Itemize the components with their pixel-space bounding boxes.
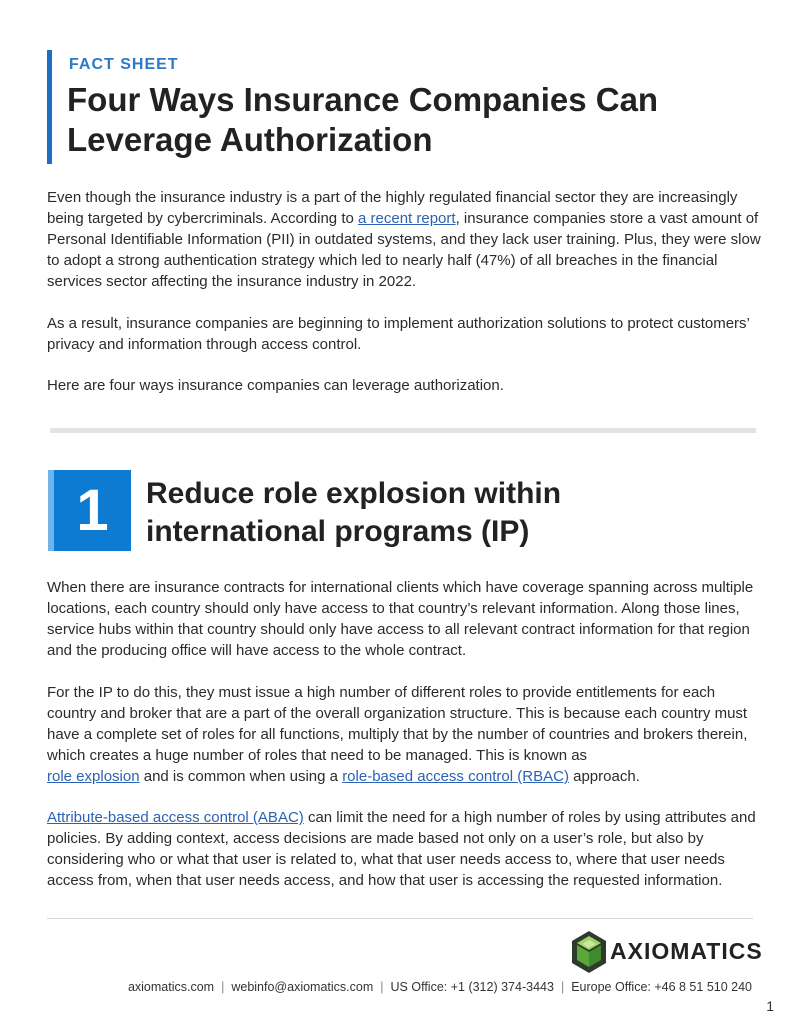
footer-europe-office: Europe Office: +46 8 51 510 240	[571, 980, 752, 994]
logo-wordmark: AXIOMATICS	[610, 938, 763, 964]
abac-link[interactable]: Attribute-based access control (ABAC)	[47, 809, 304, 826]
page-title-line-2: Leverage Authorization	[67, 121, 433, 158]
footer-divider	[47, 918, 753, 919]
section-title-line-2: international programs (IP)	[146, 515, 530, 548]
footer-separator: |	[560, 980, 565, 994]
footer-email[interactable]: webinfo@axiomatics.com	[231, 980, 374, 994]
fact-sheet-header	[47, 50, 747, 164]
section-paragraph-3	[47, 807, 762, 891]
footer-separator: |	[221, 980, 225, 994]
intro-text-b: , insurance companies store a vast amount of Personal Identifiable Information (PII) in outdated systems, and they lack user training. Plus, they were slow to adopt a strong authentication strategy which led to nearly half (47%) of all breaches in the financial services sector affecting the insurance industry in 2022.	[47, 210, 761, 290]
footer-separator: |	[380, 980, 384, 994]
section-title-line-1: Reduce role explosion within	[146, 477, 562, 510]
page-number: 1	[766, 998, 774, 1014]
axiomatics-logo-icon	[571, 930, 607, 974]
axiomatics-logo	[571, 930, 763, 974]
header-accent-bar	[47, 50, 52, 164]
section-p2-text-c: approach.	[568, 768, 640, 785]
intro-text-a: Even though the insurance industry is a part of the highly regulated financial sector they are increasingly being targeted by cybercriminals. According to	[47, 189, 738, 227]
intro-paragraph-1	[47, 187, 762, 292]
section-number-badge	[48, 470, 131, 551]
section-title	[146, 475, 561, 551]
section-paragraph-2	[47, 682, 762, 787]
footer-website[interactable]: axiomatics.com	[127, 980, 215, 994]
page-title	[67, 80, 658, 160]
section-p2-text-a: For the IP to do this, they must issue a high number of different roles to provide entitlements for each country and broker that are a part of the overall organization structure. This is because each country must have a complete set of roles for all functions, multiply that by the number of countries and brokers therein, which creates a huge number of roles that need to be managed. This is known as	[47, 684, 748, 764]
footer-us-office: US Office: +1 (312) 374-3443	[390, 980, 554, 994]
intro-paragraph-2: As a result, insurance companies are beginning to implement authorization solutions to protect customers’ privacy and information through access control.	[47, 315, 750, 353]
intro-paragraph-3: Here are four ways insurance companies can leverage authorization.	[47, 377, 504, 394]
section-divider	[50, 428, 756, 433]
role-explosion-link[interactable]: role explosion	[47, 768, 140, 785]
section-p2-text-b: and is common when using a	[139, 768, 343, 785]
rbac-link[interactable]: role-based access control (RBAC)	[342, 768, 569, 785]
section-number: 1	[76, 478, 109, 543]
footer-contact-line	[128, 980, 752, 994]
section-paragraph-1: When there are insurance contracts for international clients which have coverage spanning across multiple locations, each country should only have access to that country’s relevant information. Along those lines, service hubs within that country should only have access to all relevant contract information for that region and the producing office will have access to the whole contract.	[47, 579, 754, 659]
page-title-line-1: Four Ways Insurance Companies Can	[67, 81, 659, 118]
section-p3-text: can limit the need for a high number of roles by using attributes and policies. By adding context, access decisions are made based not only on a user’s role, but also by considering who or what that user is related to, what that user needs access to, where that user needs access from, when that user needs access, and how that user is accessing the requested information.	[47, 809, 756, 889]
recent-report-link[interactable]: a recent report	[358, 210, 456, 227]
eyebrow-label: FACT SHEET	[69, 56, 179, 73]
